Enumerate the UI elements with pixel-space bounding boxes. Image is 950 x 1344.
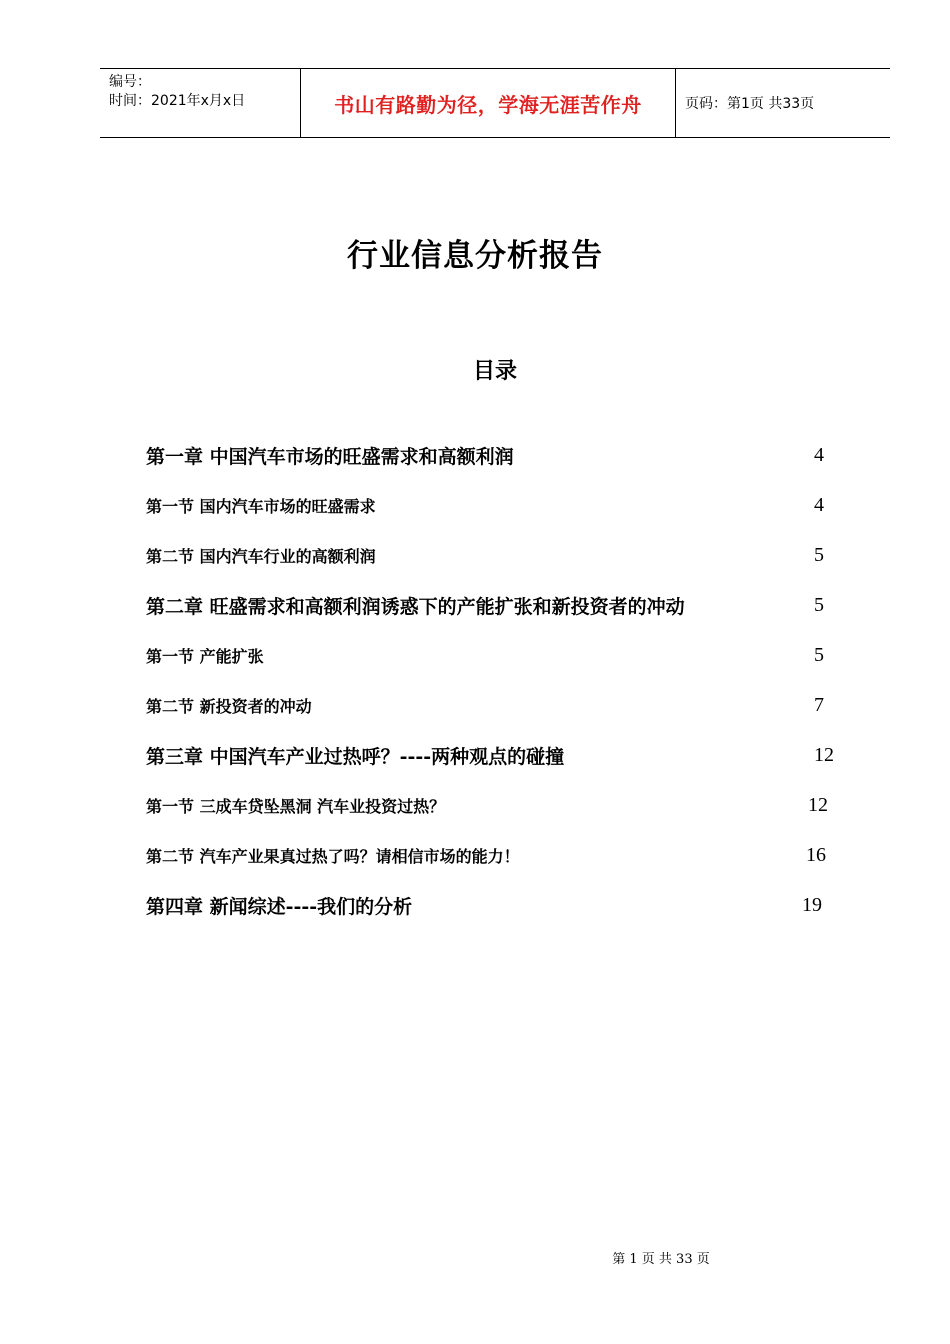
- page-footer: 第 1 页 共 33 页: [612, 1252, 710, 1267]
- toc-entry-label: 第一节 三成车贷坠黑洞 汽车业投资过热？: [146, 796, 446, 816]
- document-number-label: 编号：: [109, 74, 151, 90]
- toc-entry-page: 16: [806, 843, 826, 866]
- toc-entry[interactable]: [146, 680, 846, 730]
- toc-entry-label: 第三章 中国汽车产业过热呼？----两种观点的碰撞: [146, 745, 565, 768]
- toc-entry[interactable]: [146, 430, 846, 480]
- toc-entry-label: 第四章 新闻综述----我们的分析: [146, 895, 413, 918]
- toc-entry-page: 12: [814, 743, 834, 766]
- toc-entry-page: 12: [808, 793, 828, 816]
- toc-heading: 目录: [472, 359, 517, 384]
- toc-entry-page: 5: [814, 643, 824, 666]
- toc-entry-page: 19: [802, 893, 822, 916]
- toc-entry-label: 第二节 汽车产业果真过热了吗？请相信市场的能力！: [146, 846, 520, 866]
- toc-entry-label: 第一节 国内汽车市场的旺盛需求: [146, 496, 376, 516]
- toc-entry-page: 4: [814, 443, 824, 466]
- header-motto: 书山有路勤为径，学海无涯苦作舟: [301, 69, 676, 137]
- header-meta-cell: [100, 69, 301, 137]
- toc-entry[interactable]: [146, 730, 846, 780]
- toc-entry[interactable]: [146, 480, 846, 530]
- toc-entry-page: 4: [814, 493, 824, 516]
- toc-entry[interactable]: [146, 530, 846, 580]
- header-page-info: 页码：第1页 共33页: [685, 96, 815, 112]
- toc-entry[interactable]: [146, 830, 846, 880]
- toc-entry[interactable]: [146, 880, 846, 930]
- toc-entry-label: 第一节 产能扩张: [146, 646, 264, 666]
- toc-entry-label: 第二章 旺盛需求和高额利润诱惑下的产能扩张和新投资者的冲动: [146, 595, 685, 618]
- document-title: 行业信息分析报告: [347, 238, 603, 274]
- toc-entry-label: 第二节 国内汽车行业的高额利润: [146, 546, 376, 566]
- toc-entry-page: 5: [814, 543, 824, 566]
- header-table: [100, 68, 890, 138]
- toc-entry[interactable]: [146, 580, 846, 630]
- toc-entry[interactable]: [146, 630, 846, 680]
- document-time-label: 时间：2021年x月x日: [109, 93, 246, 109]
- toc-entry-page: 5: [814, 593, 824, 616]
- toc-entry[interactable]: [146, 780, 846, 830]
- toc-entry-label: 第二节 新投资者的冲动: [146, 696, 312, 716]
- toc-entry-label: 第一章 中国汽车市场的旺盛需求和高额利润: [146, 445, 514, 468]
- toc-entry-page: 7: [814, 693, 824, 716]
- table-of-contents: [146, 430, 846, 930]
